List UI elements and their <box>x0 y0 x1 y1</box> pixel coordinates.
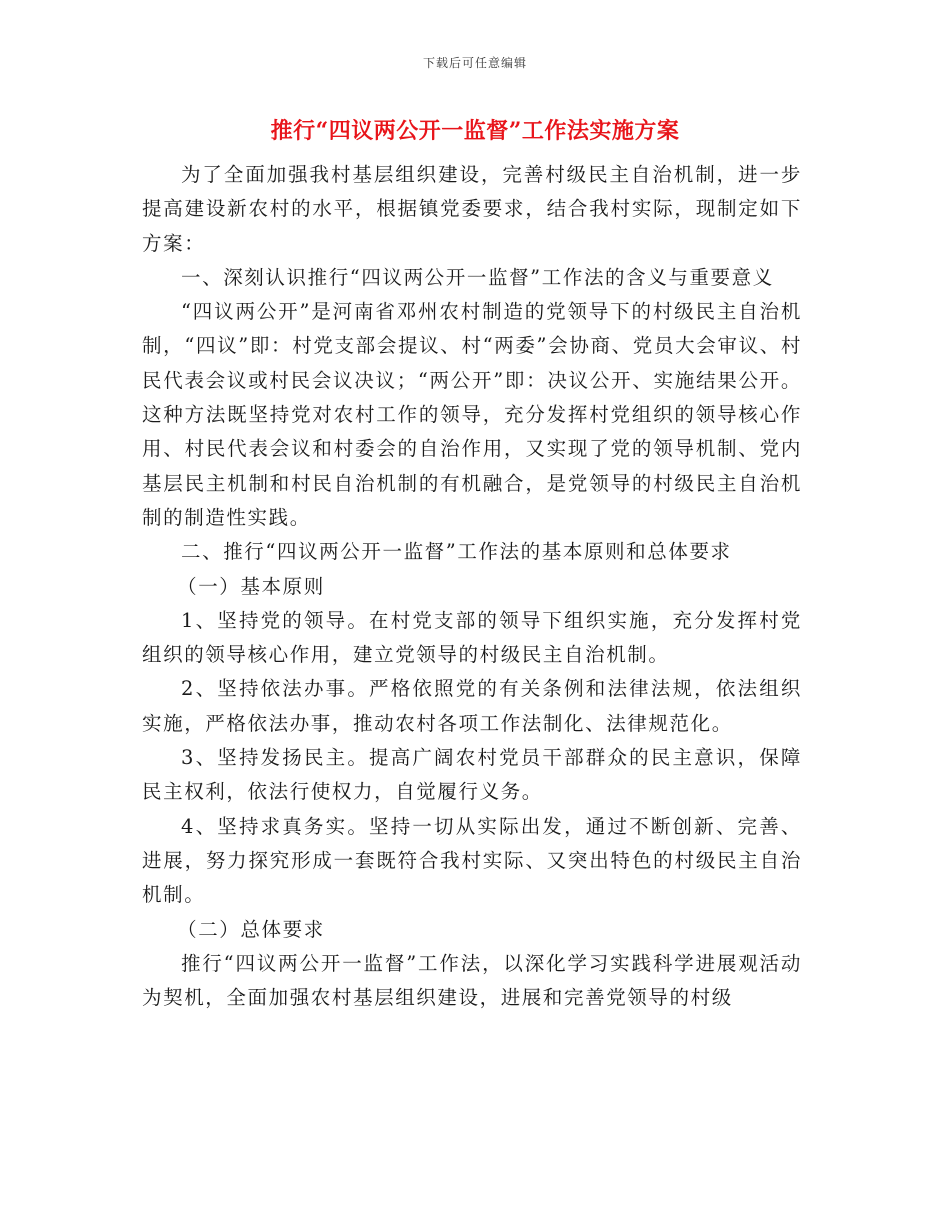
body-paragraph-requirements: 推行“四议两公开一监督”工作法，以深化学习实践科学进展观活动为契机，全面加强农村基层组织建设，进展和完善党领导的村级 <box>142 951 802 1010</box>
principle-item-4: 4、坚持求真务实。坚持一切从实际出发，通过不断创新、完善、进展，努力探究形成一套既符合我村实际、又突出特色的村级民主自治机制。 <box>142 814 802 907</box>
document-title: 推行“四议两公开一监督”工作法实施方案 <box>270 118 680 144</box>
principle-item-2: 2、坚持依法办事。严格依照党的有关条例和法律法规，依法组织实施，严格依法办事，推动农村各项工作法制化、法律规范化。 <box>142 677 802 735</box>
principle-item-3: 3、坚持发扬民主。提高广阔农村党员干部群众的民主意识，保障民主权利，依法行使权力，自觉履行义务。 <box>142 746 802 804</box>
intro-paragraph: 为了全面加强我村基层组织建设，完善村级民主自治机制，进一步提高建设新农村的水平，根据镇党委要求，结合我村实际，现制定如下方案： <box>142 163 802 255</box>
subsection-heading-overall-requirements: （二）总体要求 <box>177 917 325 941</box>
subsection-heading-basic-principles: （一）基本原则 <box>177 574 325 598</box>
document-body <box>142 158 802 1015</box>
section-heading-2: 二、推行“四议两公开一监督”工作法的基本原则和总体要求 <box>181 540 732 564</box>
page-header-note: 下载后可任意编辑 <box>422 56 527 70</box>
section-heading-1: 一、深刻认识推行“四议两公开一监督”工作法的含义与重要意义 <box>181 265 774 289</box>
body-paragraph: “四议两公开”是河南省邓州农村制造的党领导下的村级民主自治机制，“四议”即：村党支部会提议、村“两委”会协商、党员大会审议、村民代表会议或村民会议决议；“两公开”即：决议公开、实施结果公开。这种方法既坚持党对农村工作的领导，充分发挥村党组织的领导核心作用、村民代表会议和村委会的自治作用，又实现了党的领导机制、党内基层民主机制和村民自治机制的有机融合，是党领导的村级民主自治机制的制造性实践。 <box>142 300 802 529</box>
principle-item-1: 1、坚持党的领导。在村党支部的领导下组织实施，充分发挥村党组织的领导核心作用，建立党领导的村级民主自治机制。 <box>142 608 802 667</box>
